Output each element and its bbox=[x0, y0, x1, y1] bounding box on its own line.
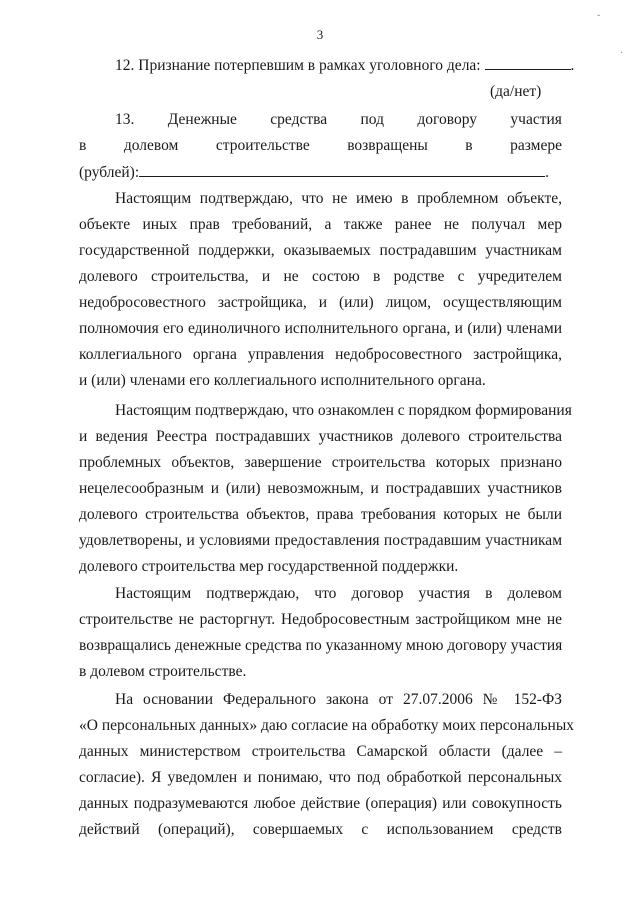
paragraph-line: данных министерством строительства Самарской области (далее – bbox=[79, 743, 562, 760]
item-12 bbox=[115, 55, 574, 76]
scan-mark: ˇ bbox=[597, 14, 601, 25]
item-12-end: . bbox=[570, 57, 575, 74]
item-13-word: долевом bbox=[123, 137, 179, 154]
item-13-line-3 bbox=[79, 162, 549, 183]
item-13-word: участия bbox=[510, 111, 562, 128]
paragraph-line: строительстве не расторгнут. Недобросовестным застройщиком мне не bbox=[79, 611, 562, 628]
paragraph-line: долевого строительства, и не состою в родстве с учредителем bbox=[79, 268, 562, 285]
item-13-line-1 bbox=[115, 110, 562, 130]
paragraph-line: действий (операций), совершаемых с использованием средств bbox=[79, 821, 562, 838]
item-13-word: в bbox=[79, 137, 87, 154]
item-13-word: средства bbox=[270, 111, 328, 128]
paragraph-line: и (или) членами его коллегиального исполнительного органа. bbox=[79, 372, 486, 389]
item-13-amount-label: (рублей): bbox=[79, 164, 140, 181]
item-13-word: строительстве bbox=[215, 137, 310, 154]
paragraph-line: нецелесообразным и (или) невозможным, и пострадавших участников bbox=[79, 480, 562, 497]
paragraph-line: Настоящим подтверждаю, что ознакомлен с порядком формирования bbox=[115, 402, 572, 419]
item-13-end: . bbox=[545, 164, 550, 181]
item-12-blank[interactable] bbox=[485, 55, 571, 70]
paragraph-line: возвращались денежные средства по указанному мною договору участия bbox=[79, 637, 563, 654]
paragraph-line: долевого строительства объектов, права требования которых не были bbox=[79, 506, 562, 523]
paragraph-line: согласие). Я уведомлен и понимаю, что под обработкой персональных bbox=[79, 769, 562, 786]
scan-mark: · bbox=[620, 48, 624, 59]
item-13-line-2 bbox=[79, 136, 562, 156]
item-13-word: договору bbox=[417, 111, 478, 128]
paragraph-line: в долевом строительстве. bbox=[79, 663, 247, 680]
paragraph-line: недобросовестного застройщика, и (или) лицом, осуществляющим bbox=[79, 294, 562, 311]
item-12-text: 12. Признание потерпевшим в рамках уголовного дела: bbox=[115, 57, 481, 74]
paragraph-line: Настоящим подтверждаю, что договор участия в долевом bbox=[115, 585, 562, 602]
paragraph-line: полномочия его единоличного исполнительного органа, и (или) членами bbox=[79, 320, 562, 337]
paragraph-line: удовлетворены, и условиями предоставления пострадавшим участникам bbox=[79, 532, 562, 549]
paragraph-line: коллегиального органа управления недобросовестного застройщика, bbox=[79, 346, 562, 363]
item-12-hint: (да/нет) bbox=[490, 83, 542, 100]
item-13-word: в bbox=[465, 137, 473, 154]
item-13-word: под bbox=[360, 111, 385, 128]
paragraph-line: и ведения Реестра пострадавших участников долевого строительства bbox=[79, 428, 562, 445]
item-13-word: размере bbox=[510, 137, 562, 154]
paragraph-line: долевого строительства мер государственной поддержки. bbox=[79, 558, 459, 575]
paragraph-line: государственной поддержки, оказываемых пострадавшим участникам bbox=[79, 242, 562, 259]
paragraph-line: проблемных объектов, завершение строительства которых признано bbox=[79, 454, 562, 471]
page-number: 3 bbox=[316, 27, 324, 42]
item-13-word: 13. bbox=[115, 111, 135, 128]
paragraph-line: данных подразумеваются любое действие (операция) или совокупность bbox=[79, 795, 562, 812]
item-13-amount-blank[interactable] bbox=[139, 162, 545, 177]
item-13-word: возвращены bbox=[347, 137, 428, 154]
paragraph-line: объекте иных прав требований, а также ранее не получал мер bbox=[79, 216, 562, 233]
item-13-word: Денежные bbox=[167, 111, 237, 128]
paragraph-line: Настоящим подтверждаю, что не имею в проблемном объекте, bbox=[115, 190, 562, 207]
paragraph-line: На основании Федерального закона от 27.07.2006 № 152-ФЗ bbox=[115, 691, 562, 708]
paragraph-line: «О персональных данных» даю согласие на обработку моих персональных bbox=[79, 717, 574, 734]
